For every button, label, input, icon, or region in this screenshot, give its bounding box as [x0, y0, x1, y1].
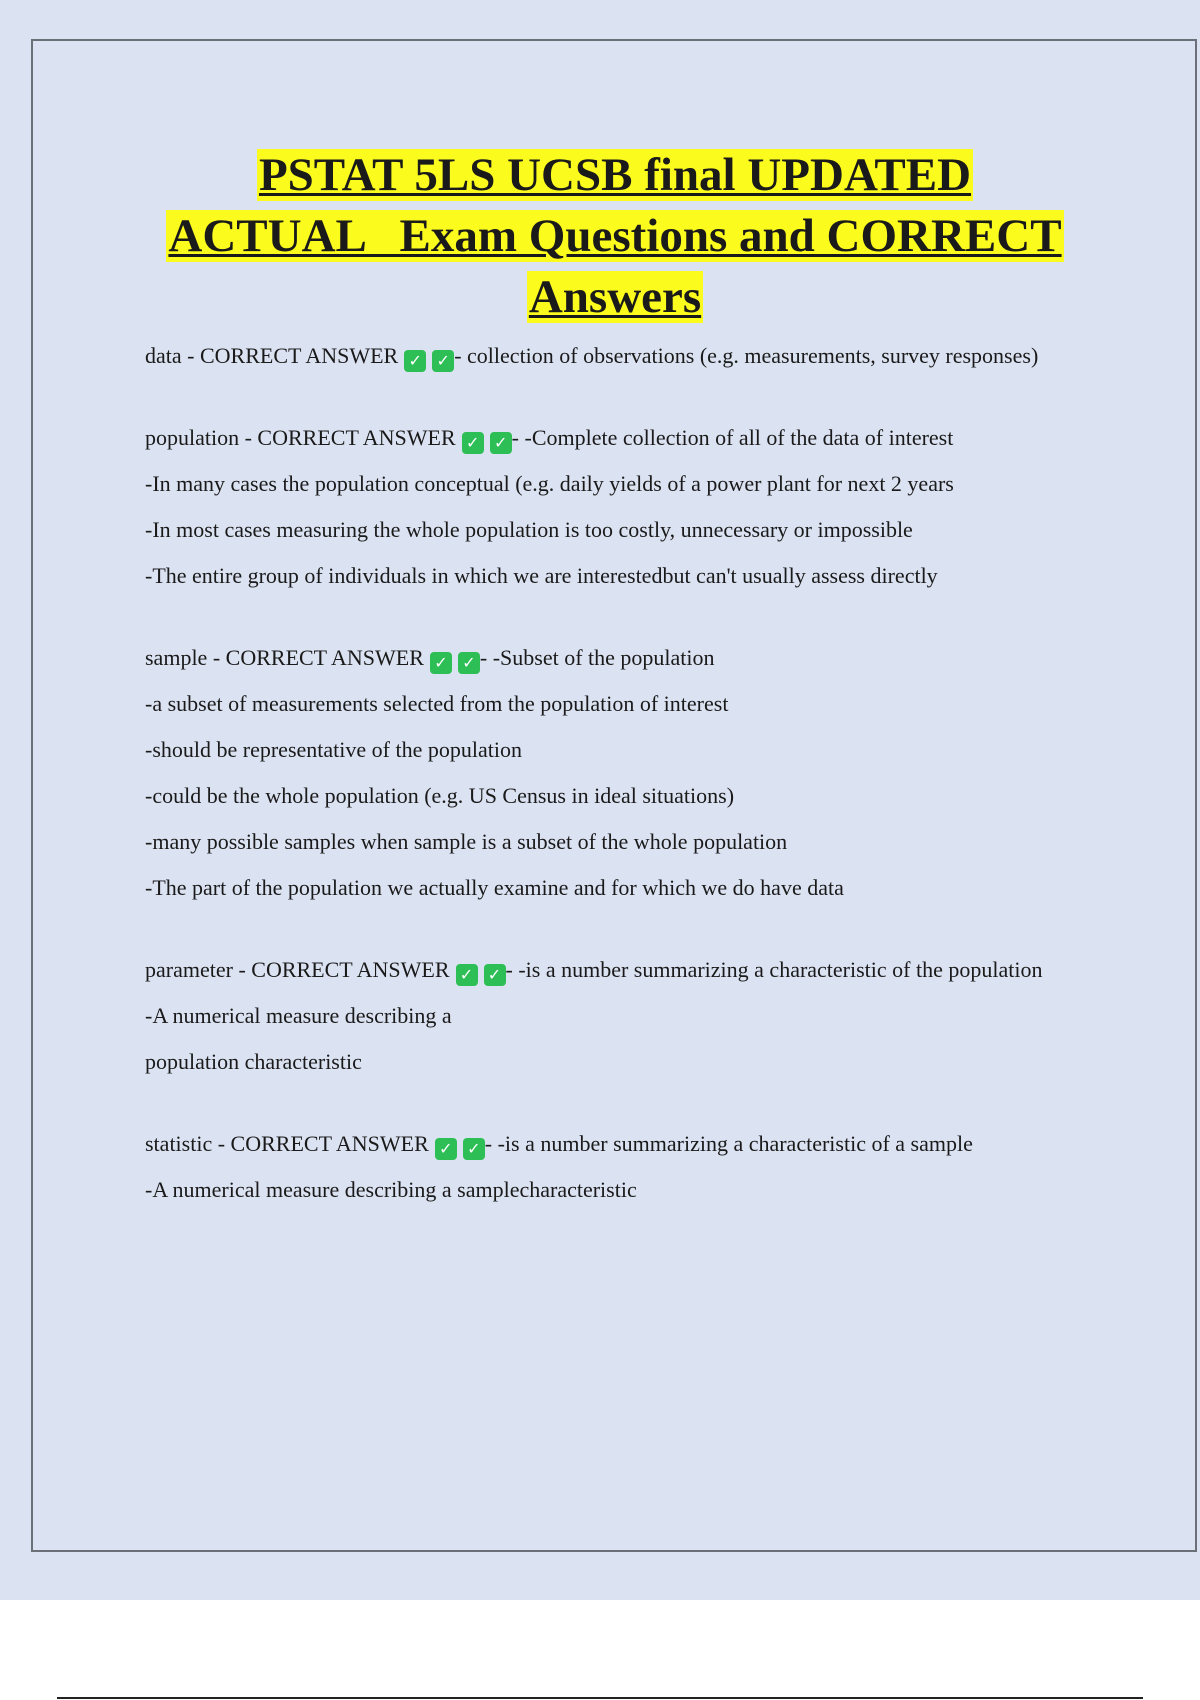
entry-heading — [145, 642, 1085, 674]
title-line-1: PSTAT 5LS UCSB final UPDATED — [258, 149, 972, 201]
entry-heading — [145, 954, 1085, 986]
entry-sample — [145, 642, 1085, 904]
definition-text: - -Complete collection of all of the data of interest — [511, 425, 954, 450]
check-box-icon: ✓ — [432, 350, 454, 372]
footer-divider — [57, 1697, 1143, 1699]
answer-marker: - CORRECT ANSWER — [212, 645, 424, 670]
term-label: population — [145, 425, 240, 450]
definition-text: - -Subset of the population — [479, 645, 715, 670]
term-label: statistic — [145, 1131, 213, 1156]
answer-marker: - CORRECT ANSWER — [238, 957, 450, 982]
check-box-icon: ✓ — [463, 1138, 485, 1160]
detail-line: population characteristic — [145, 1049, 362, 1074]
check-box-icon: ✓ — [430, 652, 452, 674]
detail-line: -A numerical measure describing a — [145, 1003, 452, 1028]
answer-marker: - CORRECT ANSWER — [187, 343, 399, 368]
answer-marker: - CORRECT ANSWER — [217, 1131, 429, 1156]
detail-line: -could be the whole population (e.g. US Census in ideal situations) — [145, 783, 735, 808]
title-line-3: Answers — [528, 271, 702, 323]
term-label: data — [145, 343, 182, 368]
detail-line: -should be representative of the population — [145, 737, 522, 762]
entry-statistic — [145, 1128, 1085, 1206]
entry-population — [145, 422, 1085, 592]
title-line-2: ACTUAL Exam Questions and CORRECT — [168, 210, 1062, 262]
check-box-icon: ✓ — [435, 1138, 457, 1160]
definition-text: - -is a number summarizing a characteristic of a sample — [484, 1131, 973, 1156]
answer-marker: - CORRECT ANSWER — [244, 425, 456, 450]
detail-line: -a subset of measurements selected from the population of interest — [145, 691, 729, 716]
check-box-icon: ✓ — [490, 432, 512, 454]
entry-heading — [145, 340, 1085, 372]
definition-text: - collection of observations (e.g. measurements, survey responses) — [454, 343, 1039, 368]
document-body — [145, 145, 1085, 1206]
check-box-icon: ✓ — [462, 432, 484, 454]
entry-parameter — [145, 954, 1085, 1078]
detail-line: -many possible samples when sample is a subset of the whole population — [145, 829, 788, 854]
detail-line: -In most cases measuring the whole population is too costly, unnecessary or impossible — [145, 517, 913, 542]
definition-text: - -is a number summarizing a characteristic of the population — [505, 957, 1043, 982]
detail-line: -In many cases the population conceptual (e.g. daily yields of a power plant for next 2 years — [145, 471, 954, 496]
document-title — [145, 145, 1085, 328]
term-label: parameter — [145, 957, 233, 982]
detail-line: -The part of the population we actually examine and for which we do have data — [145, 875, 844, 900]
entry-data — [145, 340, 1085, 372]
entry-heading — [145, 1128, 1085, 1160]
check-box-icon: ✓ — [404, 350, 426, 372]
detail-line: -The entire group of individuals in which we are interestedbut can't usually assess directly — [145, 563, 938, 588]
detail-line: -A numerical measure describing a samplecharacteristic — [145, 1177, 637, 1202]
check-box-icon: ✓ — [484, 964, 506, 986]
check-box-icon: ✓ — [458, 652, 480, 674]
check-box-icon: ✓ — [456, 964, 478, 986]
term-label: sample — [145, 645, 208, 670]
entry-heading — [145, 422, 1085, 454]
